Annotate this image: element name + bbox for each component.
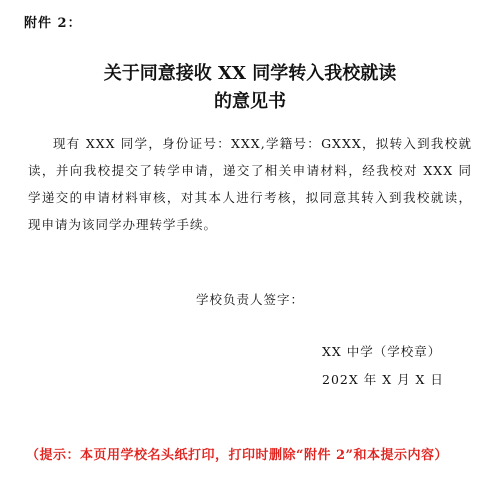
print-note: （提示：本页用学校名头纸打印，打印时删除“附件 2”和本提示内容） xyxy=(26,448,449,463)
attachment-label: 附件 2： xyxy=(24,16,82,31)
body-paragraph xyxy=(28,130,472,238)
title-line-1: 关于同意接收 XX 同学转入我校就读 xyxy=(103,63,397,84)
date-line: 202X 年 X 月 X 日 xyxy=(322,372,444,387)
document-title xyxy=(0,60,500,116)
body-paragraph-text: 现有 XXX 同学，身份证号：XXX,学籍号：GXXX，拟转入到我校就读，并向我校提交了转学申请，递交了相关申请材料，经我校对 XXX 同学递交的申请材料审核，对其本人进行考核，拟同意其转入到我校就读，现申请为该同学办理转学手续。 xyxy=(28,136,472,232)
title-line-2: 的意见书 xyxy=(214,91,286,112)
signature-line: 学校负责人签字： xyxy=(195,292,304,307)
school-stamp-line: XX 中学（学校章） xyxy=(322,344,442,359)
